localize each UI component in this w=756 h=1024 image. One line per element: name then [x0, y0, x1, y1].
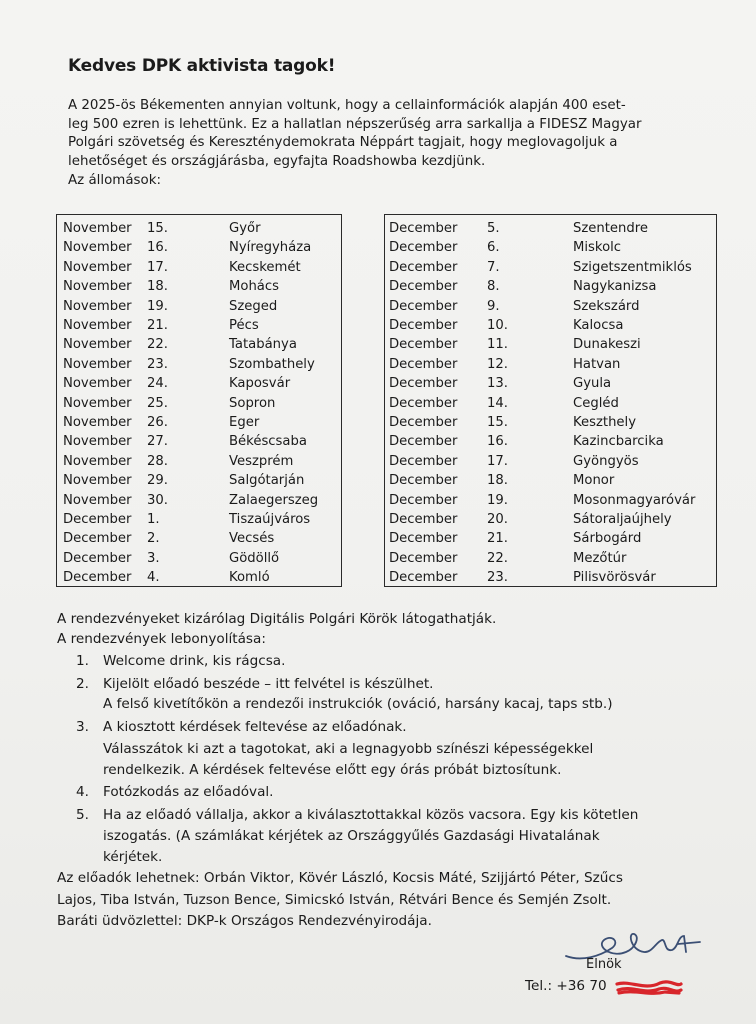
schedule-city: Mezőtúr [573, 550, 627, 566]
schedule-city: Mosonmagyaróvár [573, 492, 696, 508]
intro-line: lehetőséget és országjárásba, egyfajta Roadshowba kezdjünk. [68, 154, 486, 170]
schedule-day: 12. [487, 356, 508, 372]
schedule-day: 8. [487, 279, 500, 295]
schedule-day: 21. [487, 531, 508, 547]
letter-heading: Kedves DPK aktivista tagok! [68, 56, 336, 76]
schedule-month: November [63, 415, 132, 430]
schedule-month: December [389, 434, 458, 450]
schedule-row [57, 413, 341, 432]
schedule-row [385, 335, 716, 354]
schedule-row [57, 452, 341, 471]
schedule-day: 6. [487, 240, 500, 256]
stations-label: Az állomások: [68, 172, 161, 188]
schedule-day: 24. [147, 376, 168, 392]
schedule-day: 3. [147, 550, 160, 566]
step-number: 4. [76, 784, 89, 800]
schedule-day: 10. [487, 318, 508, 333]
schedule-row [57, 238, 341, 257]
schedule-month: December [389, 337, 458, 353]
schedule-day: 30. [147, 492, 168, 508]
schedule-month: December [389, 473, 458, 489]
schedule-table-right [384, 214, 717, 587]
signature-scribble [560, 922, 710, 968]
schedule-table-left [56, 214, 342, 587]
attendance-note: A rendezvényeket kizárólag Digitális Polgári Körök látogathatják. [57, 611, 497, 627]
schedule-month: November [63, 279, 132, 295]
step-text: Fotózkodás az előadóval. [103, 784, 274, 800]
schedule-row [57, 491, 341, 510]
schedule-month: November [63, 298, 132, 314]
schedule-month: December [389, 376, 458, 392]
schedule-city: Keszthely [573, 415, 637, 430]
schedule-city: Gödöllő [229, 550, 280, 566]
schedule-month: November [63, 376, 132, 392]
schedule-row [57, 529, 341, 548]
schedule-city: Zalaegerszeg [229, 492, 319, 508]
intro-line: Polgári szövetség és Kereszténydemokrata Néppárt tagjait, hogy meglovagoljuk a [68, 135, 618, 151]
schedule-day: 21. [147, 318, 168, 333]
schedule-month: December [389, 550, 458, 566]
schedule-row [385, 432, 716, 451]
phone-prefix: Tel.: +36 70 [525, 978, 607, 994]
schedule-day: 15. [487, 415, 508, 430]
schedule-city: Pilisvörösvár [573, 570, 656, 586]
step-text: Ha az előadó vállalja, akkor a kiválasztottakkal közös vacsora. Egy kis kötetlen [103, 807, 639, 823]
step-number: 5. [76, 807, 89, 823]
schedule-month: December [63, 512, 132, 527]
schedule-city: Szentendre [573, 221, 649, 236]
schedule-city: Nagykanizsa [573, 279, 657, 295]
schedule-row [385, 413, 716, 432]
schedule-city: Mohács [229, 279, 280, 295]
schedule-row [385, 258, 716, 277]
schedule-row [57, 355, 341, 374]
schedule-city: Dunakeszi [573, 337, 641, 353]
schedule-row [385, 297, 716, 316]
schedule-month: December [389, 298, 458, 314]
schedule-day: 23. [147, 356, 168, 372]
schedule-month: November [63, 492, 132, 508]
schedule-month: November [63, 240, 132, 256]
schedule-row [57, 374, 341, 393]
schedule-month: December [389, 356, 458, 372]
schedule-city: Monor [573, 473, 615, 489]
schedule-city: Kalocsa [573, 318, 624, 333]
schedule-row [57, 316, 341, 335]
schedule-row [385, 394, 716, 413]
schedule-month: December [389, 259, 458, 275]
schedule-row [57, 432, 341, 451]
schedule-city: Kecskemét [229, 259, 301, 275]
schedule-city: Veszprém [229, 453, 294, 469]
schedule-row [57, 277, 341, 296]
schedule-city: Sátoraljaújhely [573, 512, 672, 527]
schedule-day: 1. [147, 512, 160, 527]
schedule-day: 22. [147, 337, 168, 353]
schedule-month: December [389, 512, 458, 527]
schedule-row [385, 374, 716, 393]
step-text: Válasszátok ki azt a tagotokat, aki a legnagyobb színészi képességekkel [103, 741, 594, 757]
step-text: Welcome drink, kis rágcsa. [103, 653, 286, 669]
schedule-row [385, 529, 716, 548]
schedule-day: 25. [147, 395, 168, 411]
schedule-city: Vecsés [229, 531, 275, 547]
schedule-row [57, 471, 341, 490]
schedule-day: 27. [147, 434, 168, 450]
schedule-city: Tatabánya [229, 337, 297, 353]
schedule-month: December [389, 570, 458, 586]
schedule-month: December [389, 318, 458, 333]
step-text: kérjétek. [103, 849, 163, 865]
schedule-day: 9. [487, 298, 500, 314]
schedule-month: December [63, 570, 132, 586]
step-text: iszogatás. (A számlákat kérjétek az Országgyűlés Gazdasági Hivatalának [103, 828, 600, 844]
schedule-day: 20. [487, 512, 508, 527]
schedule-city: Gyöngyös [573, 453, 639, 469]
schedule-row [385, 491, 716, 510]
schedule-row [57, 297, 341, 316]
schedule-city: Miskolc [573, 240, 622, 256]
schedule-row [57, 549, 341, 568]
schedule-city: Kazincbarcika [573, 434, 664, 450]
schedule-row [385, 219, 716, 238]
schedule-city: Győr [229, 221, 261, 236]
schedule-month: November [63, 318, 132, 333]
schedule-day: 15. [147, 221, 168, 236]
schedule-row [385, 277, 716, 296]
schedule-day: 4. [147, 570, 160, 586]
phone-redaction-scribble [615, 979, 683, 996]
schedule-day: 17. [487, 453, 508, 469]
schedule-city: Békéscsaba [229, 434, 307, 450]
schedule-city: Kaposvár [229, 376, 291, 392]
procedure-heading: A rendezvények lebonyolítása: [57, 631, 266, 647]
schedule-city: Salgótarján [229, 473, 305, 489]
schedule-month: November [63, 337, 132, 353]
schedule-day: 17. [147, 259, 168, 275]
schedule-row [385, 510, 716, 529]
intro-line: A 2025-ös Békementen annyian voltunk, hogy a cellainformációk alapján 400 eset- [68, 98, 626, 113]
schedule-city: Cegléd [573, 395, 619, 411]
schedule-month: November [63, 473, 132, 489]
schedule-city: Szekszárd [573, 298, 640, 314]
schedule-day: 18. [487, 473, 508, 489]
schedule-month: November [63, 453, 132, 469]
schedule-month: December [389, 221, 458, 236]
schedule-month: November [63, 221, 132, 236]
schedule-row [385, 238, 716, 257]
schedule-day: 16. [487, 434, 508, 450]
schedule-day: 29. [147, 473, 168, 489]
schedule-city: Szombathely [229, 356, 315, 372]
schedule-month: November [63, 395, 132, 411]
schedule-month: December [389, 453, 458, 469]
schedule-row [57, 219, 341, 238]
intro-line: leg 500 ezren is lehettünk. Ez a hallatlan népszerűség arra sarkallja a FIDESZ Magyar [68, 116, 642, 132]
schedule-city: Nyíregyháza [229, 240, 312, 256]
schedule-row [385, 316, 716, 335]
step-number: 2. [76, 676, 89, 692]
step-text: A kiosztott kérdések feltevése az előadónak. [103, 719, 407, 735]
step-number: 1. [76, 653, 89, 669]
schedule-city: Pécs [229, 318, 259, 333]
schedule-row [385, 452, 716, 471]
schedule-city: Szigetszentmiklós [573, 259, 692, 275]
step-text: Kijelölt előadó beszéde – itt felvétel is készülhet. [103, 676, 434, 692]
schedule-day: 7. [487, 259, 500, 275]
schedule-city: Gyula [573, 376, 612, 392]
schedule-day: 19. [487, 492, 508, 508]
schedule-day: 19. [147, 298, 168, 314]
speakers-line: Lajos, Tiba István, Tuzson Bence, Simicskó István, Rétvári Bence és Semjén Zsolt. [57, 892, 612, 908]
schedule-row [385, 549, 716, 568]
schedule-month: December [389, 415, 458, 430]
signature-role: Elnök [586, 957, 622, 972]
schedule-city: Eger [229, 415, 260, 430]
schedule-city: Sárbogárd [573, 531, 642, 547]
schedule-city: Hatvan [573, 356, 621, 372]
schedule-row [385, 355, 716, 374]
schedule-city: Szeged [229, 298, 278, 314]
schedule-row [57, 335, 341, 354]
schedule-month: December [389, 395, 458, 411]
schedule-city: Tiszaújváros [229, 512, 311, 527]
schedule-row [57, 258, 341, 277]
step-text: rendelkezik. A kérdések feltevése előtt egy órás próbát biztosítunk. [103, 762, 562, 778]
schedule-month: November [63, 259, 132, 275]
schedule-day: 11. [487, 337, 508, 353]
schedule-day: 26. [147, 415, 168, 430]
step-text: A felső kivetítőkön a rendezői instrukciók (ováció, harsány kacaj, taps stb.) [103, 696, 613, 712]
schedule-month: December [63, 531, 132, 547]
schedule-day: 14. [487, 395, 508, 411]
schedule-day: 22. [487, 550, 508, 566]
closing-line: Baráti üdvözlettel: DKP-k Országos Rendezvényirodája. [57, 913, 432, 929]
schedule-day: 18. [147, 279, 168, 295]
schedule-day: 23. [487, 570, 508, 586]
schedule-city: Sopron [229, 395, 276, 411]
schedule-day: 13. [487, 376, 508, 392]
schedule-day: 16. [147, 240, 168, 256]
speakers-line: Az előadók lehetnek: Orbán Viktor, Kövér László, Kocsis Máté, Szijjártó Péter, Szűcs [57, 870, 623, 886]
schedule-month: December [389, 240, 458, 256]
schedule-day: 28. [147, 453, 168, 469]
schedule-row [385, 568, 716, 587]
schedule-month: December [63, 550, 132, 566]
schedule-month: December [389, 492, 458, 508]
schedule-month: December [389, 279, 458, 295]
schedule-row [385, 471, 716, 490]
schedule-month: December [389, 531, 458, 547]
step-number: 3. [76, 719, 89, 735]
schedule-city: Komló [229, 570, 270, 586]
schedule-row [57, 568, 341, 587]
schedule-row [57, 394, 341, 413]
schedule-row [57, 510, 341, 529]
schedule-month: November [63, 434, 132, 450]
intro-paragraph [68, 97, 728, 191]
schedule-day: 2. [147, 531, 160, 547]
schedule-month: November [63, 356, 132, 372]
schedule-day: 5. [487, 221, 500, 236]
